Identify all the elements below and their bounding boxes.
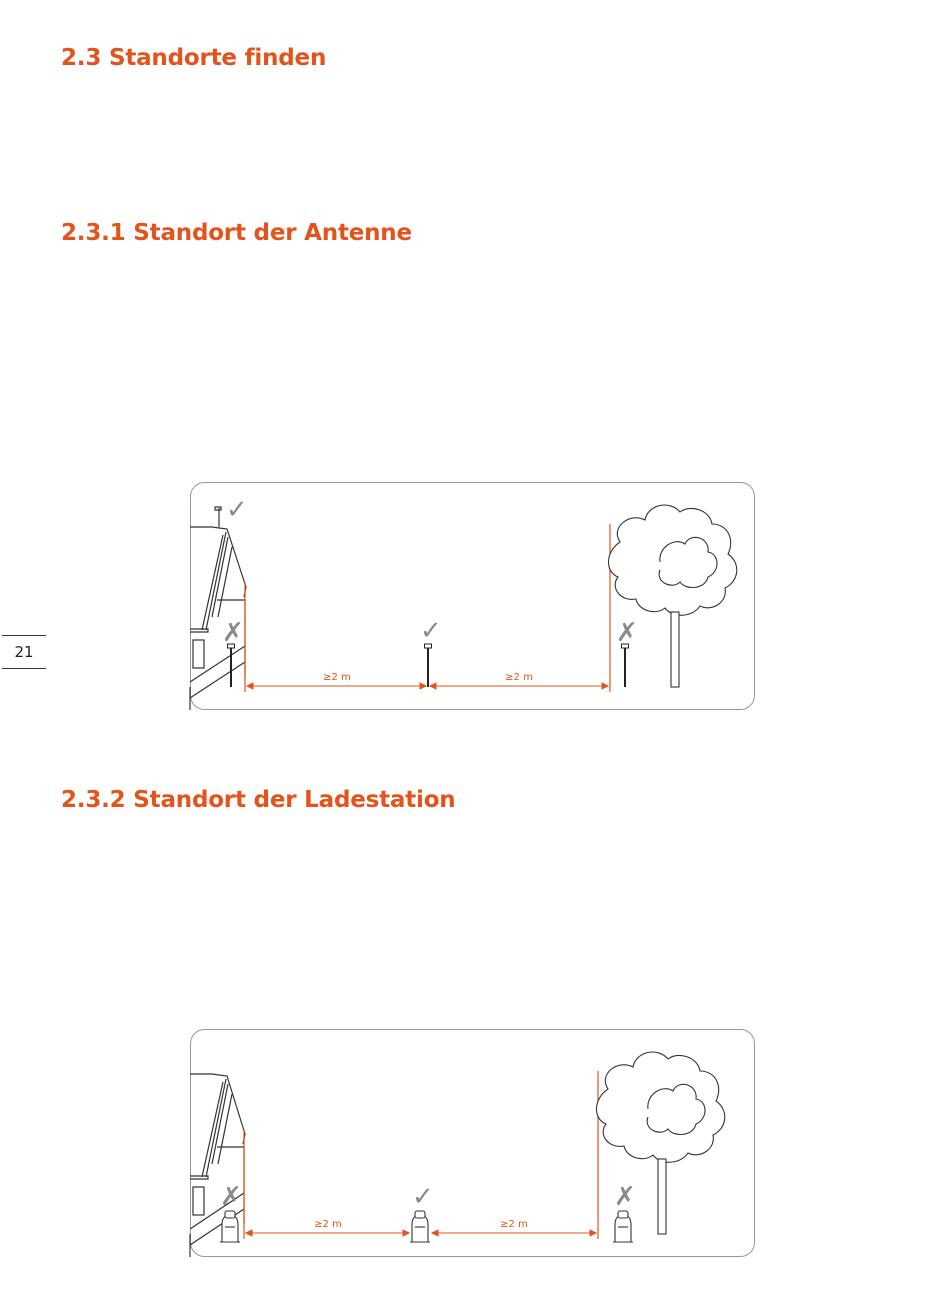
charging-station-center xyxy=(410,1211,430,1242)
house-illustration xyxy=(190,507,246,710)
tree-cross-mark: ✗ xyxy=(616,618,638,648)
page-number: 21 xyxy=(14,643,34,661)
page-number-box xyxy=(2,635,46,669)
station-placement-figure xyxy=(190,1029,755,1257)
antenna-tree xyxy=(622,644,629,687)
wall-cross-mark: ✗ xyxy=(222,618,244,648)
antenna-wall xyxy=(228,644,235,687)
distance-label-left: ≥2 m xyxy=(314,1219,342,1230)
distance-label-left: ≥2 m xyxy=(323,672,351,683)
antenna-heading: 2.3.1 Standort der Antenne xyxy=(61,220,412,246)
distance-label-right: ≥2 m xyxy=(505,672,533,683)
charging-station-tree xyxy=(613,1211,633,1242)
tree-illustration xyxy=(608,505,736,687)
distance-label-right: ≥2 m xyxy=(500,1219,528,1230)
center-check-mark: ✓ xyxy=(412,1182,434,1212)
station-heading: 2.3.2 Standort der Ladestation xyxy=(61,787,456,813)
wall-cross-mark: ✗ xyxy=(220,1182,242,1212)
tree-cross-mark: ✗ xyxy=(614,1182,636,1212)
center-check-mark: ✓ xyxy=(420,616,442,646)
antenna-placement-figure xyxy=(190,482,755,710)
antenna-center xyxy=(425,644,432,687)
roof-check-mark: ✓ xyxy=(226,495,248,525)
section-heading: 2.3 Standorte finden xyxy=(61,45,327,71)
charging-station-wall xyxy=(220,1211,240,1242)
